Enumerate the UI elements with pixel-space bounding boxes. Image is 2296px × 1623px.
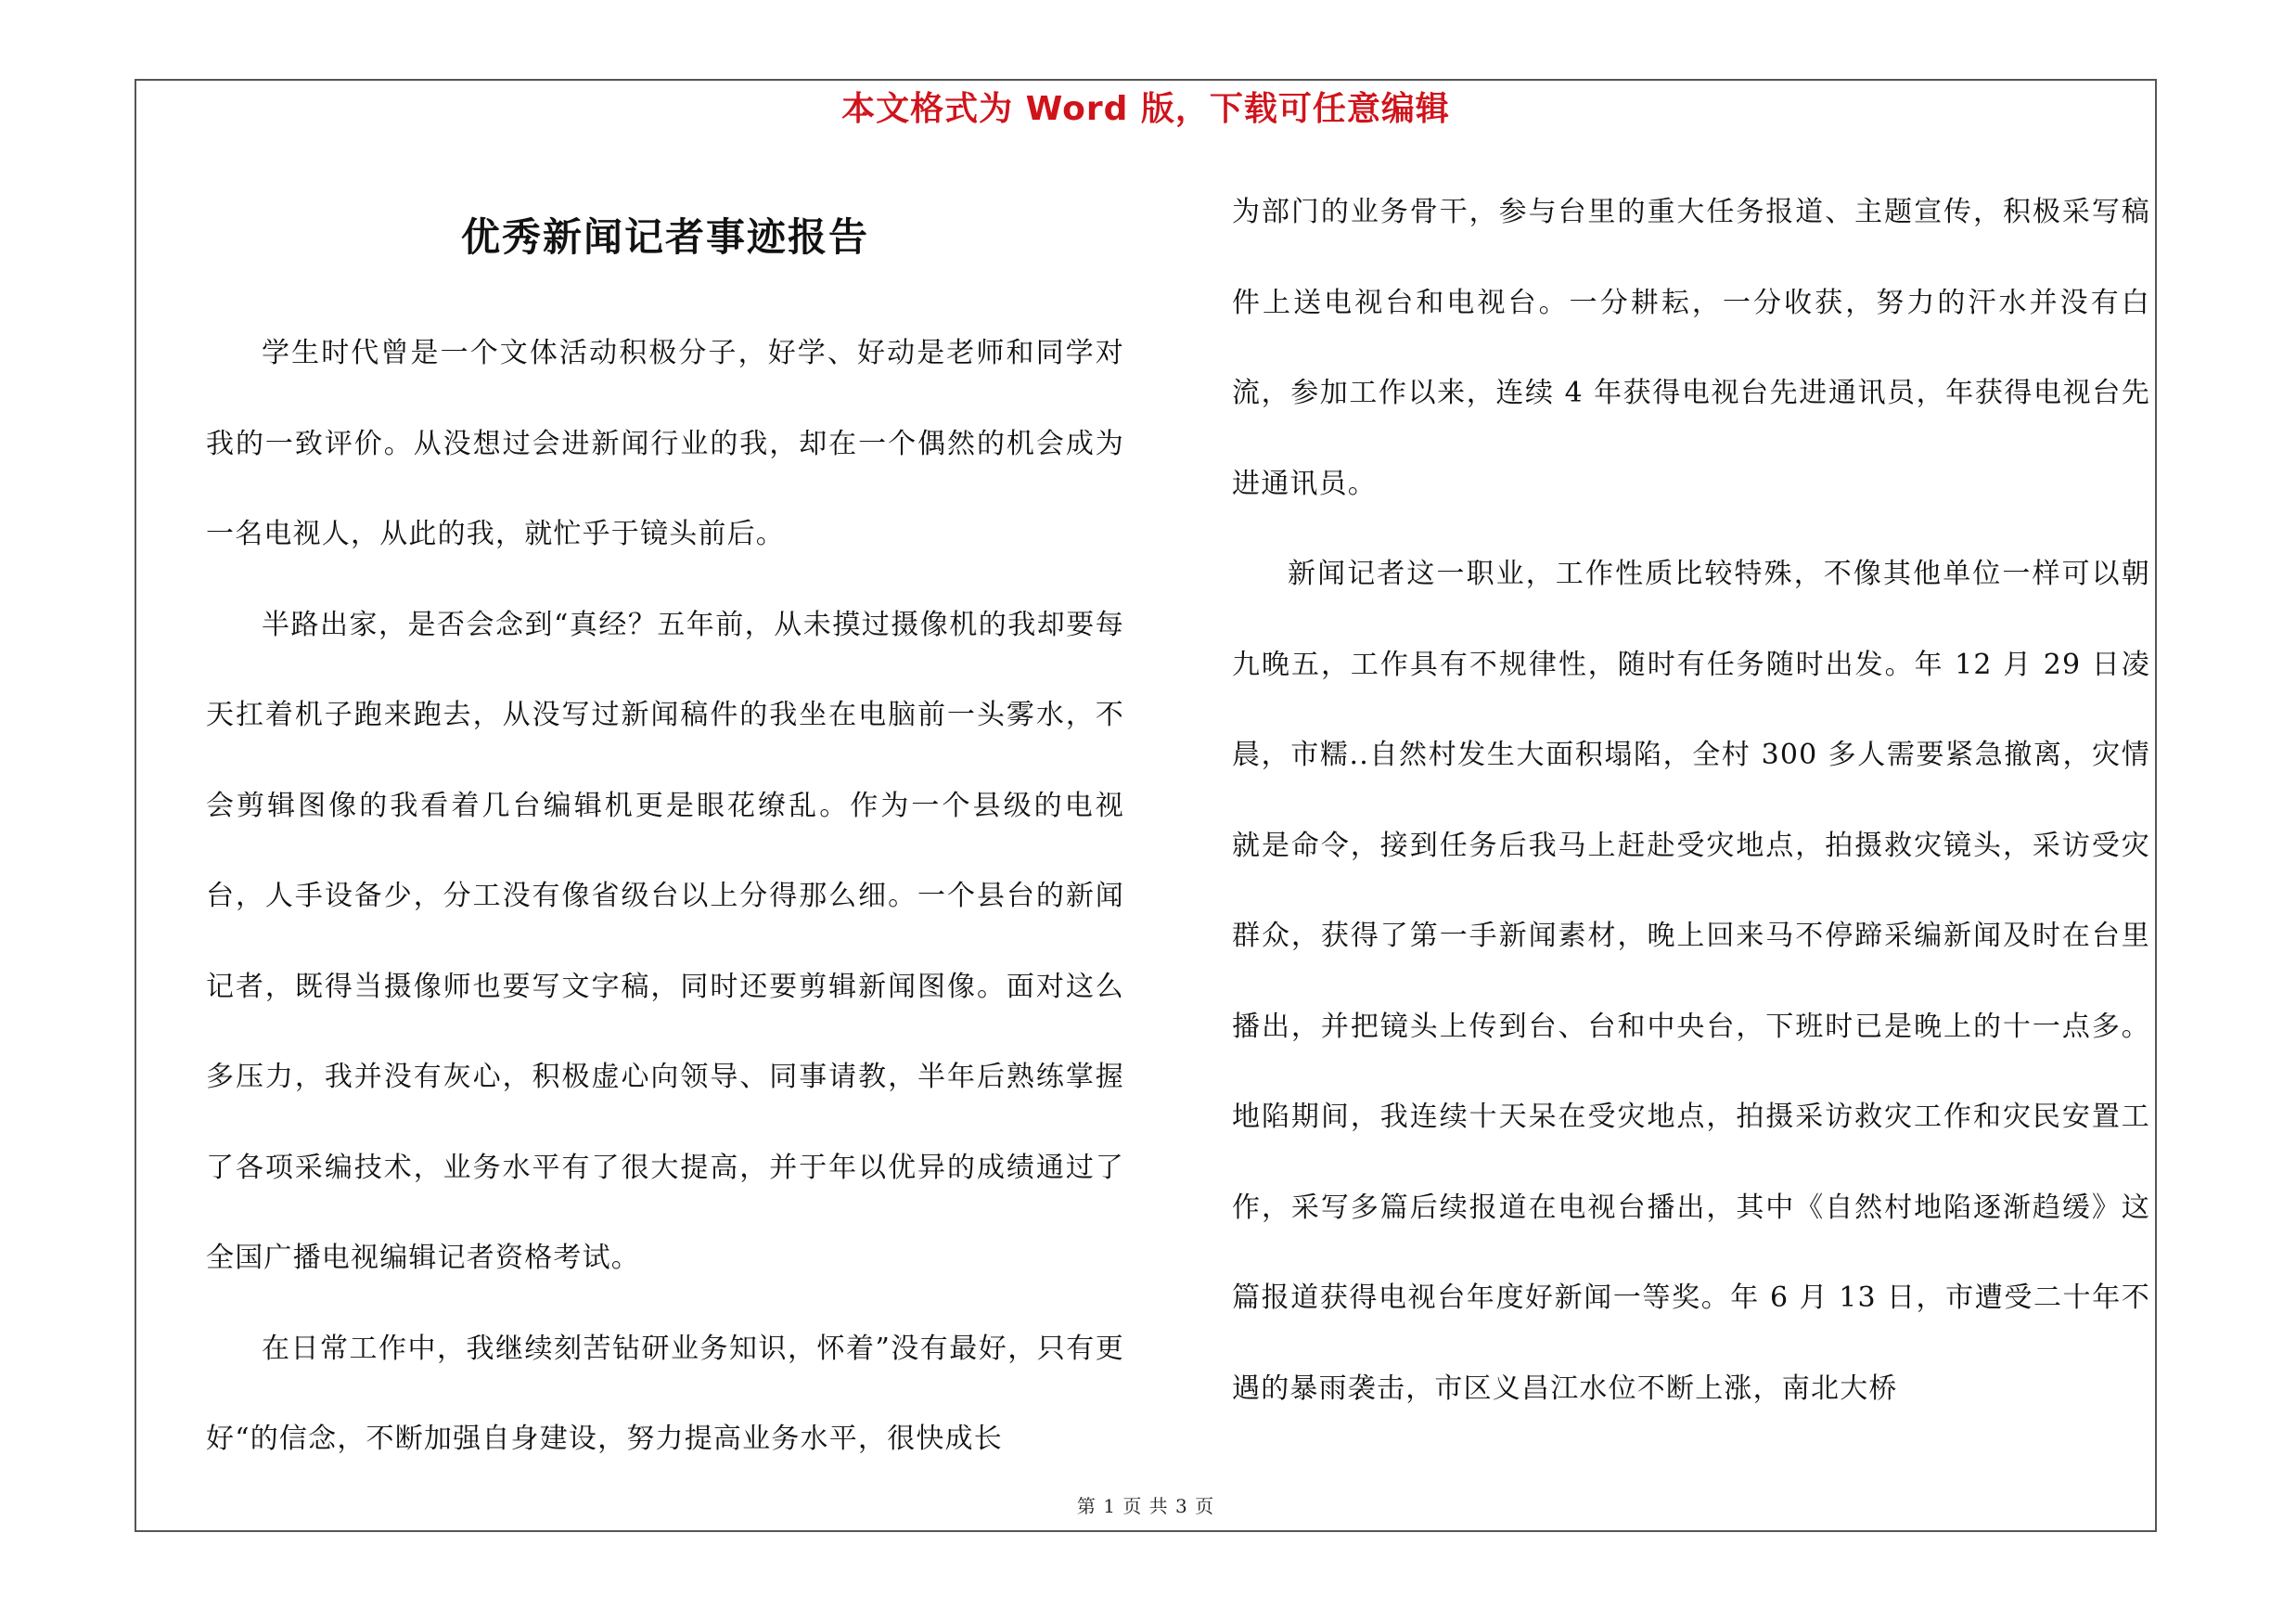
document-title: 优秀新闻记者事迹报告 xyxy=(460,214,869,260)
paragraph: 半路出家，是否会念到“真经？五年前，从未摸过摄像机的我却要每天扛着机子跑来跑去，从没写过新闻稿件的我坐在电脑前一头雾水，不会剪辑图像的我看着几台编辑机更是眼花缭乱。作为一个县级的电视台，人手设备少，分工没有像省级台以上分得那么细。一个县台的新闻记者，既得当摄像师也要写文字稿，同时还要剪辑新闻图像。面对这么多压力，我并没有灰心，积极虚心向领导、同事请教，半年后熟练掌握了各项采编技术，业务水平有了很大提高，并于年以优异的成绩通过了全国广播电视编辑记者资格考试。 xyxy=(206,608,1124,1274)
paragraph-continuation: 为部门的业务骨干，参与台里的重大任务报道、主题宣传，积极采写稿件上送电视台和电视台。一分耕耘，一分收获，努力的汗水并没有白流，参加工作以来，连续 4 年获得电视台先进通讯员，年获得电视台先进通讯员。 xyxy=(1232,196,2150,500)
page-number-footer: 第 1 页 共 3 页 xyxy=(1076,1495,1215,1517)
format-banner: 本文格式为 Word 版，下载可任意编辑 xyxy=(841,90,1450,128)
left-column xyxy=(206,176,1124,1485)
paragraph: 在日常工作中，我继续刻苦钻研业务知识，怀着”没有最好，只有更好“的信念，不断加强自身建设，努力提高业务水平，很快成长 xyxy=(206,1332,1124,1455)
paragraph: 新闻记者这一职业，工作性质比较特殊，不像其他单位一样可以朝九晚五，工作具有不规律性，随时有任务随时出发。年 12 月 29 日凌晨，市糯..自然村发生大面积塌陷，全村 300 多人需要紧急撤离，灾情就是命令，接到任务后我马上赶赴受灾地点，拍摄救灾镜头，采访受灾群众，获得了第一手新闻素材，晚上回来马不停蹄采编新闻及时在台里播出，并把镜头上传到台、台和中央台，下班时已是晚上的十一点多。地陷期间，我连续十天呆在受灾地点，拍摄采访救灾工作和灾民安置工作，采写多篇后续报道在电视台播出，其中《自然村地陷逐渐趋缓》这篇报道获得电视台年度好新闻一等奖。年 6 月 13 日，市遭受二十年不遇的暴雨袭击，市区义昌江水位不断上涨，南北大桥 xyxy=(1232,558,2150,1405)
right-column xyxy=(1232,167,2150,1434)
paragraph: 学生时代曾是一个文体活动积极分子，好学、好动是老师和同学对我的一致评价。从没想过会进新闻行业的我，却在一个偶然的机会成为一名电视人，从此的我，就忙乎于镜头前后。 xyxy=(206,337,1124,550)
